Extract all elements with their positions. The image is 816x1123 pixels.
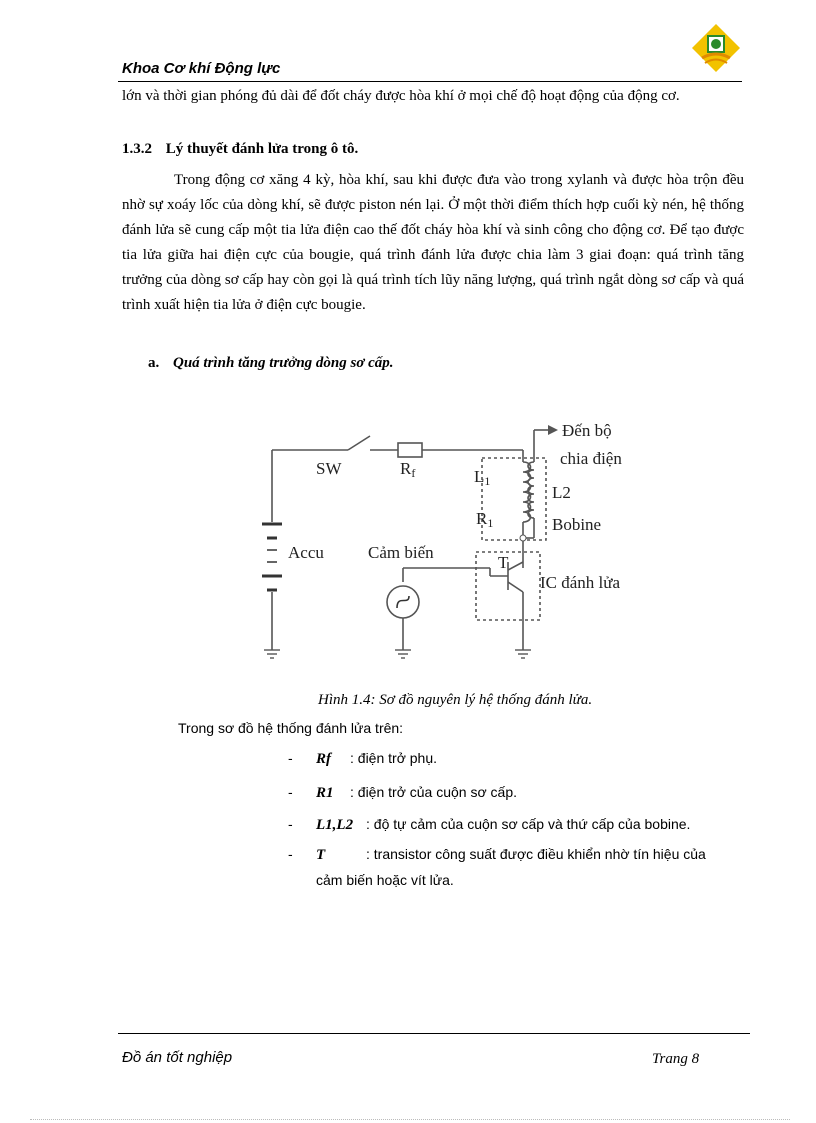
definitions-intro: Trong sơ đồ hệ thống đánh lửa trên: <box>178 720 404 736</box>
section-title: Lý thuyết đánh lửa trong ô tô. <box>165 141 359 157</box>
label-to-distributor-2: chia điện <box>560 449 622 468</box>
subsection-heading <box>148 355 394 372</box>
label-sw: SW <box>316 459 342 478</box>
label-l1: L1 <box>474 467 491 488</box>
label-sensor: Cảm biến <box>368 543 434 562</box>
figure-caption: Hình 1.4: Sơ đồ nguyên lý hệ thống đánh lửa. <box>318 692 593 708</box>
body-paragraph: Trong động cơ xăng 4 kỳ, hòa khí, sau khi được đưa vào trong xylanh và được hòa trộn đều nhờ sự xoáy lốc của dòng khí, sẽ được piston nén lại. Ở một thời điểm thích hợp cuối kỳ nén, hệ thống đánh lửa sẽ cung cấp một tia lửa điện cao thế đốt cháy hòa khí và sinh công cho động cơ. Để tạo được tia lửa giữa hai điện cực của bougie, quá trình đánh lửa được chia làm 3 giai đoạn: quá trình tăng trưởng của dòng sơ cấp hay còn gọi là quá trình tích lũy năng lượng, quá trình ngắt dòng sơ cấp và quá trình xuất hiện tia lửa ở điện cực bougie. <box>122 172 744 313</box>
university-logo-icon <box>690 22 742 74</box>
label-r1: R1 <box>476 509 494 530</box>
ignition-circuit-diagram <box>258 418 638 664</box>
continuation-paragraph: lớn và thời gian phóng đủ dài để đốt cháy được hòa khí ở mọi chế độ hoạt động của động cơ. <box>122 88 680 104</box>
definition-item-continuation: cảm biến hoặc vít lửa. <box>316 872 454 888</box>
definition-item: - T : transistor công suất được điều khiển nhờ tín hiệu của <box>288 846 706 863</box>
subsection-label: a. <box>148 355 160 371</box>
subsection-title: Quá trình tăng trưởng dòng sơ cấp. <box>173 355 394 371</box>
footer-rule <box>118 1033 750 1034</box>
label-bobine: Bobine <box>552 515 602 534</box>
page-bottom-divider <box>30 1119 790 1120</box>
header-rule <box>118 81 742 82</box>
definition-item: - L1,L2 : độ tự cảm của cuộn sơ cấp và thứ cấp của bobine. <box>288 816 691 833</box>
section-number: 1.3.2 <box>122 141 152 157</box>
label-transistor: T <box>498 553 509 572</box>
label-to-distributor-1: Đến bộ <box>562 421 612 440</box>
label-rf: Rf <box>400 459 416 480</box>
header-title: Khoa Cơ khí Động lực <box>122 60 281 77</box>
definition-item: - R1 : điện trở của cuộn sơ cấp. <box>288 784 518 801</box>
label-l2: L2 <box>552 483 571 502</box>
section-heading <box>122 141 358 158</box>
label-accu: Accu <box>288 543 324 562</box>
label-ic: IC đánh lửa <box>540 573 621 592</box>
definition-item: - Rf : điện trở phụ. <box>288 750 438 767</box>
footer-title: Đồ án tốt nghiệp <box>122 1049 233 1066</box>
page-number: Trang 8 <box>652 1051 700 1067</box>
